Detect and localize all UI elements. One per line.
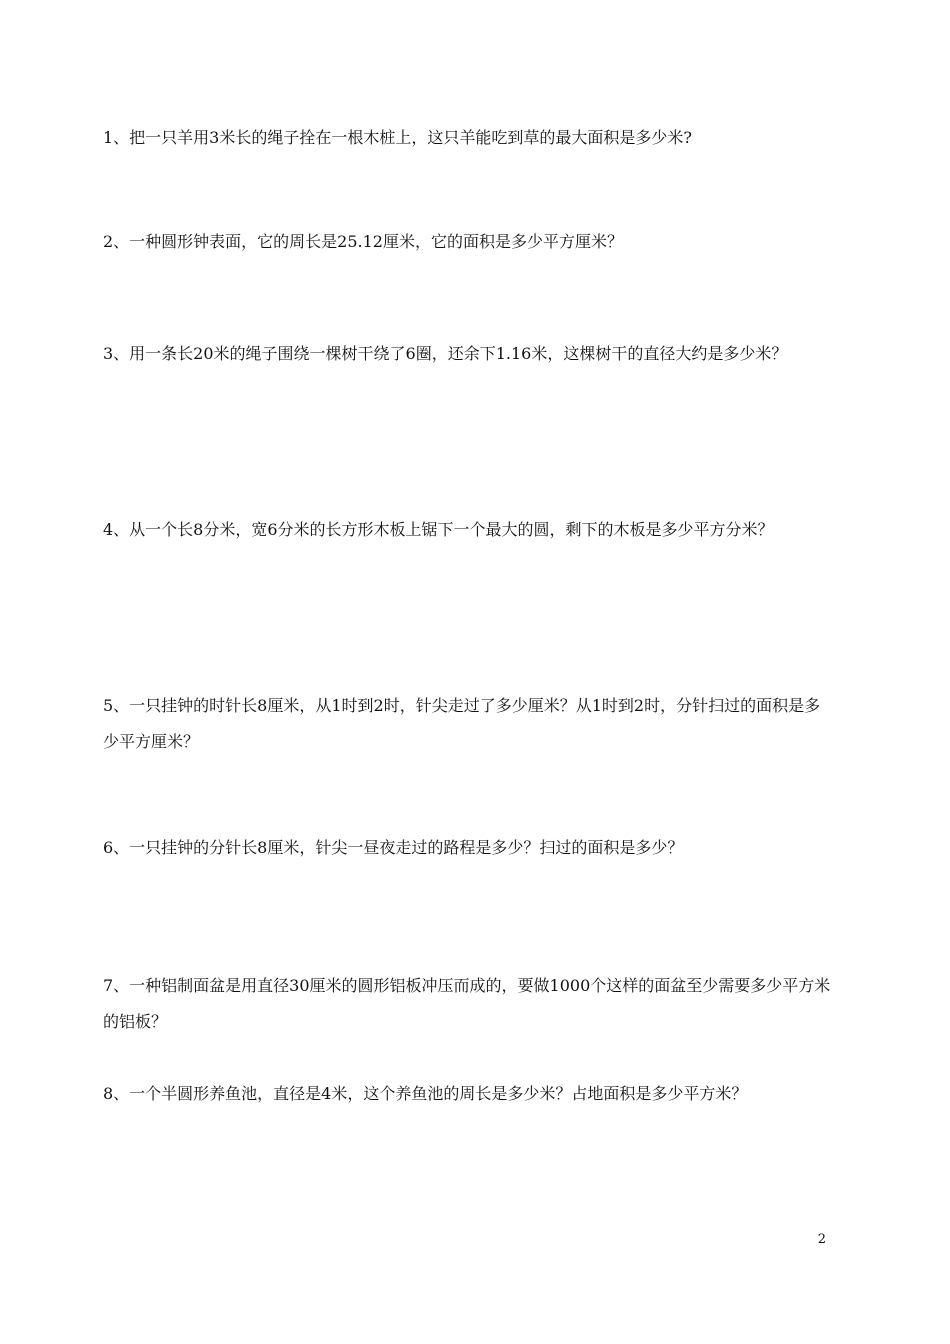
problem-7: 7、一种铝制面盆是用直径30厘米的圆形铝板冲压而成的，要做1000个这样的面盆至少需要多少平方米的铝板？ [103, 976, 831, 1031]
page-number: 2 [817, 1232, 826, 1247]
problem-4: 4、从一个长8分米，宽6分米的长方形木板上锯下一个最大的圆，剩下的木板是多少平方分米？ [103, 520, 774, 539]
problem-5: 5、一只挂钟的时针长8厘米，从1时到2时，针尖走过了多少厘米？从1时到2时，分针扫过的面积是多少平方厘米？ [103, 696, 821, 751]
problem-2: 2、一种圆形钟表面，它的周长是25.12厘米，它的面积是多少平方厘米？ [103, 232, 623, 251]
problem-1: 1、把一只羊用3米长的绳子拴在一根木桩上，这只羊能吃到草的最大面积是多少米? [103, 128, 692, 147]
problem-8: 8、一个半圆形养鱼池，直径是4米，这个养鱼池的周长是多少米？占地面积是多少平方米？ [103, 1084, 748, 1103]
problem-6: 6、一只挂钟的分针长8厘米，针尖一昼夜走过的路程是多少？扫过的面积是多少？ [103, 838, 684, 857]
problem-3: 3、用一条长20米的绳子围绕一棵树干绕了6圈，还余下1.16米，这棵树干的直径大约是多少米？ [103, 344, 788, 363]
